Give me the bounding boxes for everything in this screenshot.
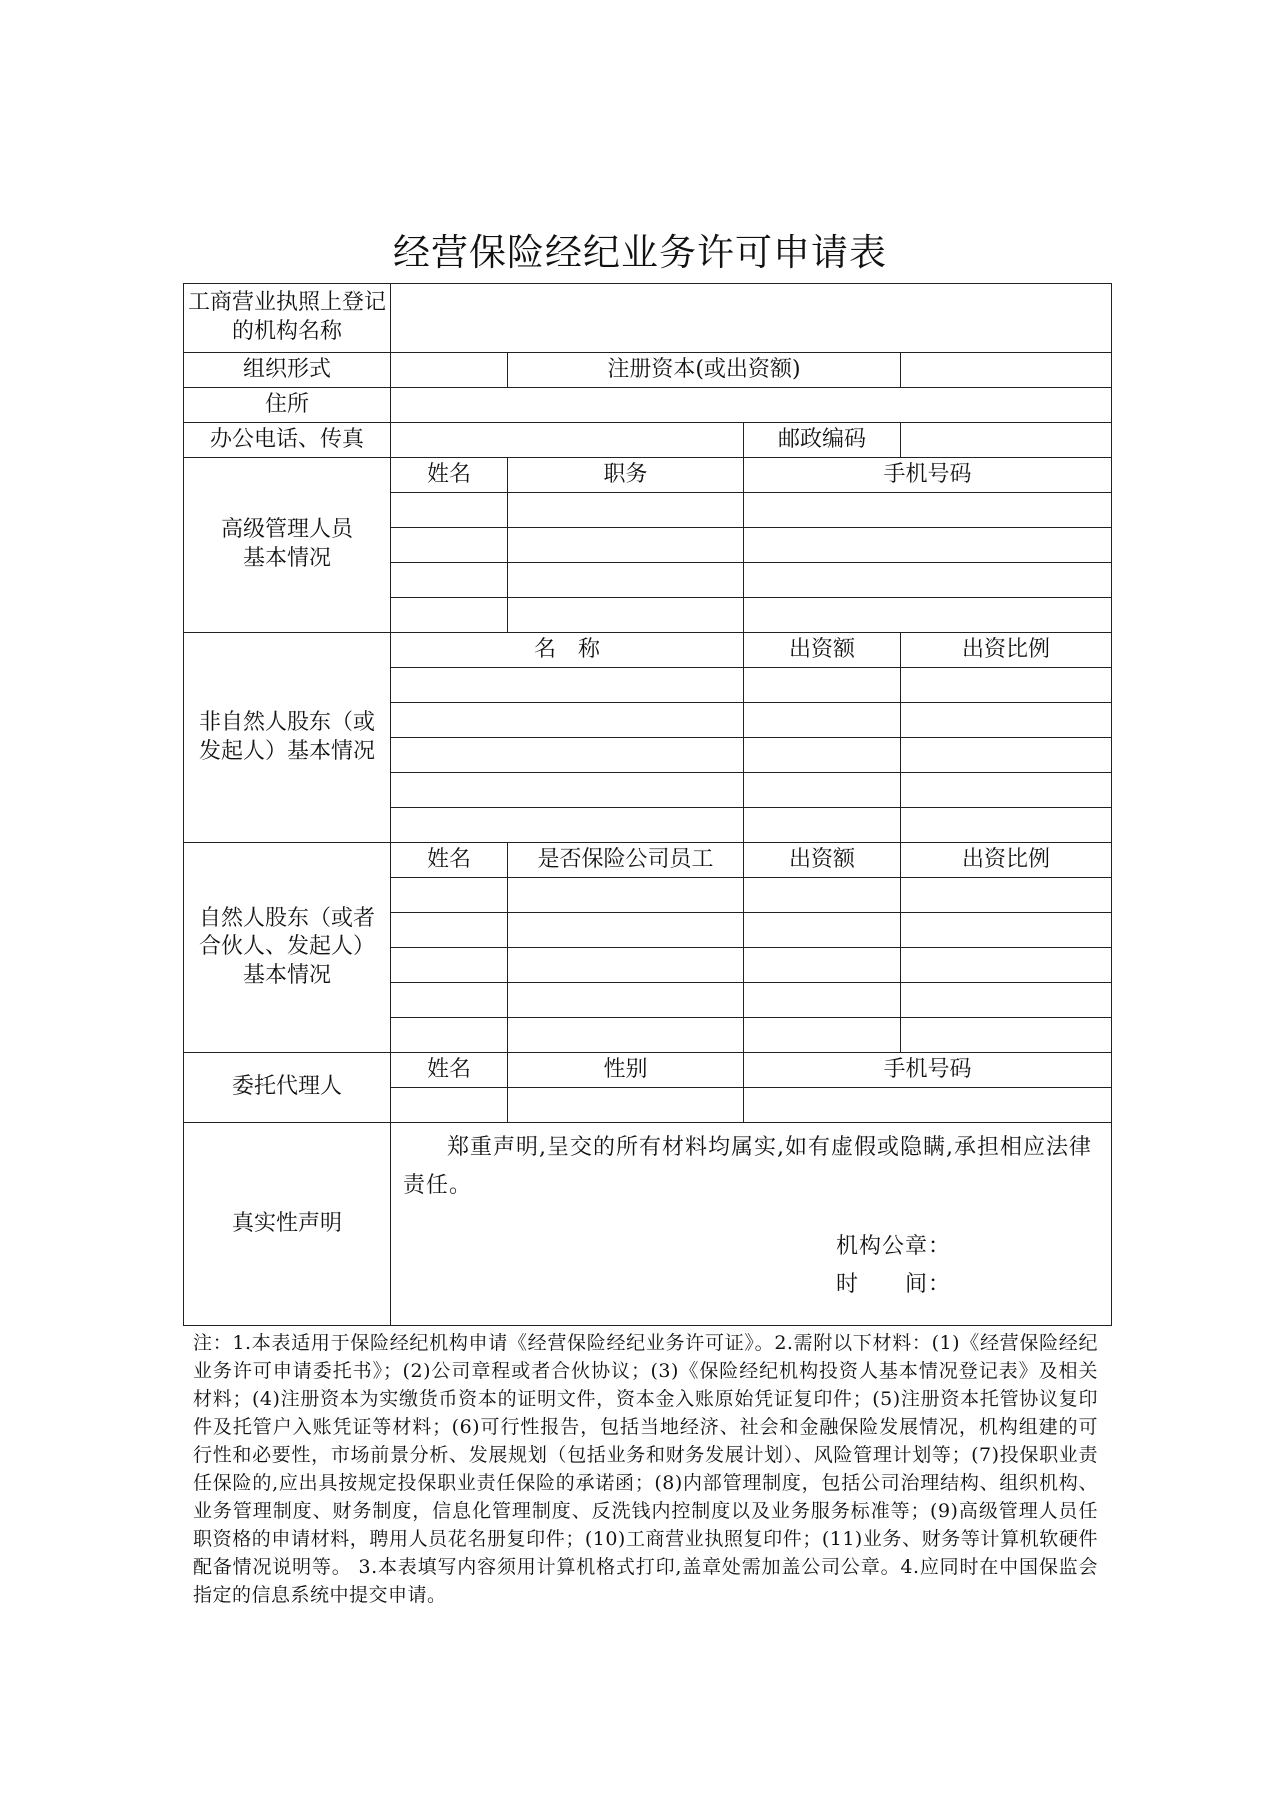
natural-cell[interactable] [508,948,744,983]
senior-mgmt-header-mobile: 手机号码 [744,458,1112,493]
senior-mgmt-cell[interactable] [744,563,1112,598]
natural-cell[interactable] [901,948,1112,983]
non-natural-header-name: 名 称 [391,633,744,668]
non-natural-header-amount: 出资额 [744,633,901,668]
natural-cell[interactable] [744,1018,901,1053]
non-natural-cell[interactable] [901,703,1112,738]
non-natural-cell[interactable] [744,668,901,703]
natural-cell[interactable] [391,948,508,983]
natural-cell[interactable] [901,1018,1112,1053]
non-natural-cell[interactable] [901,668,1112,703]
address-field[interactable] [391,388,1112,423]
non-natural-cell[interactable] [391,808,744,843]
senior-mgmt-cell[interactable] [391,528,508,563]
senior-mgmt-cell[interactable] [391,598,508,633]
non-natural-cell[interactable] [391,703,744,738]
senior-mgmt-cell[interactable] [508,528,744,563]
non-natural-cell[interactable] [391,738,744,773]
senior-mgmt-cell[interactable] [744,528,1112,563]
natural-shareholders-label: 自然人股东（或者合伙人、发起人）基本情况 [184,843,391,1053]
reg-capital-label: 注册资本(或出资额) [508,353,901,388]
natural-cell[interactable] [744,913,901,948]
agent-cell[interactable] [508,1088,744,1123]
senior-mgmt-cell[interactable] [391,493,508,528]
non-natural-cell[interactable] [901,808,1112,843]
seal-block [836,1228,951,1304]
address-label: 住所 [184,388,391,423]
non-natural-cell[interactable] [744,703,901,738]
senior-mgmt-header-position: 职务 [508,458,744,493]
natural-cell[interactable] [744,878,901,913]
agent-cell[interactable] [391,1088,508,1123]
natural-cell[interactable] [391,878,508,913]
agent-header-mobile: 手机号码 [744,1053,1112,1088]
natural-cell[interactable] [901,878,1112,913]
senior-mgmt-cell[interactable] [508,598,744,633]
org-name-field[interactable] [391,284,1112,353]
non-natural-header-ratio: 出资比例 [901,633,1112,668]
natural-header-employee: 是否保险公司员工 [508,843,744,878]
natural-cell[interactable] [391,1018,508,1053]
non-natural-cell[interactable] [901,773,1112,808]
natural-header-ratio: 出资比例 [901,843,1112,878]
postcode-label: 邮政编码 [744,423,901,458]
natural-cell[interactable] [508,913,744,948]
declaration-cell [391,1123,1112,1326]
natural-cell[interactable] [508,1018,744,1053]
senior-mgmt-cell[interactable] [744,493,1112,528]
non-natural-cell[interactable] [744,773,901,808]
non-natural-cell[interactable] [744,808,901,843]
org-form-field[interactable] [391,353,508,388]
non-natural-cell[interactable] [391,773,744,808]
senior-mgmt-label: 高级管理人员基本情况 [184,458,391,633]
senior-mgmt-cell[interactable] [391,563,508,598]
natural-cell[interactable] [744,948,901,983]
senior-mgmt-header-name: 姓名 [391,458,508,493]
natural-cell[interactable] [901,983,1112,1018]
org-name-label: 工商营业执照上登记的机构名称 [184,284,391,353]
agent-header-name: 姓名 [391,1053,508,1088]
org-form-label: 组织形式 [184,353,391,388]
application-form-table [183,283,1112,1326]
natural-cell[interactable] [391,913,508,948]
non-natural-shareholders-label: 非自然人股东（或发起人）基本情况 [184,633,391,843]
agent-cell[interactable] [744,1088,1112,1123]
natural-cell[interactable] [391,983,508,1018]
phone-fax-label: 办公电话、传真 [184,423,391,458]
time-label: 时 间： [836,1272,952,1297]
declaration-label: 真实性声明 [184,1123,391,1326]
agent-header-gender: 性别 [508,1053,744,1088]
senior-mgmt-cell[interactable] [508,493,744,528]
senior-mgmt-cell[interactable] [508,563,744,598]
natural-cell[interactable] [508,878,744,913]
natural-header-amount: 出资额 [744,843,901,878]
declaration-text: 郑重声明,呈交的所有材料均属实,如有虚假或隐瞒,承担相应法律责任。 [403,1135,1092,1198]
natural-cell[interactable] [901,913,1112,948]
reg-capital-field[interactable] [901,353,1112,388]
natural-cell[interactable] [508,983,744,1018]
natural-cell[interactable] [744,983,901,1018]
senior-mgmt-cell[interactable] [744,598,1112,633]
agent-label: 委托代理人 [184,1053,391,1123]
non-natural-cell[interactable] [901,738,1112,773]
seal-label: 机构公章： [836,1234,952,1259]
form-title: 经营保险经纪业务许可申请表 [393,231,887,274]
non-natural-cell[interactable] [391,668,744,703]
footnote: 注：1.本表适用于保险经纪机构申请《经营保险经纪业务许可证》。2.需附以下材料：(1)《经营保险经纪业务许可申请委托书》；(2)公司章程或者合伙协议；(3)《保险经纪机构投资人基本情况登记表》及相关材料；(4)注册资本为实缴货币资本的证明文件，资本金入账原始凭证复印件；(5)注册资本托管协议复印件及托管户入账凭证等材料；(6)可行性报告，包括当地经济、社会和金融保险发展情况，机构组建的可行性和必要性，市场前景分析、发展规划（包括业务和财务发展计划）、风险管理计划等；(7)投保职业责任保险的,应出具按规定投保职业责任保险的承诺函；(8)内部管理制度，包括公司治理结构、组织机构、业务管理制度、财务制度，信息化管理制度、反洗钱内控制度以及业务服务标准等；(9)高级管理人员任职资格的申请材料，聘用人员花名册复印件；(10)工商营业执照复印件；(11)业务、财务等计算机软硬件配备情况说明等。 3.本表填写内容须用计算机格式打印,盖章处需加盖公司公章。4.应同时在中国保监会指定的信息系统中提交申请。 [193,1332,1098,1606]
phone-fax-field[interactable] [391,423,744,458]
non-natural-cell[interactable] [744,738,901,773]
natural-header-name: 姓名 [391,843,508,878]
postcode-field[interactable] [901,423,1112,458]
